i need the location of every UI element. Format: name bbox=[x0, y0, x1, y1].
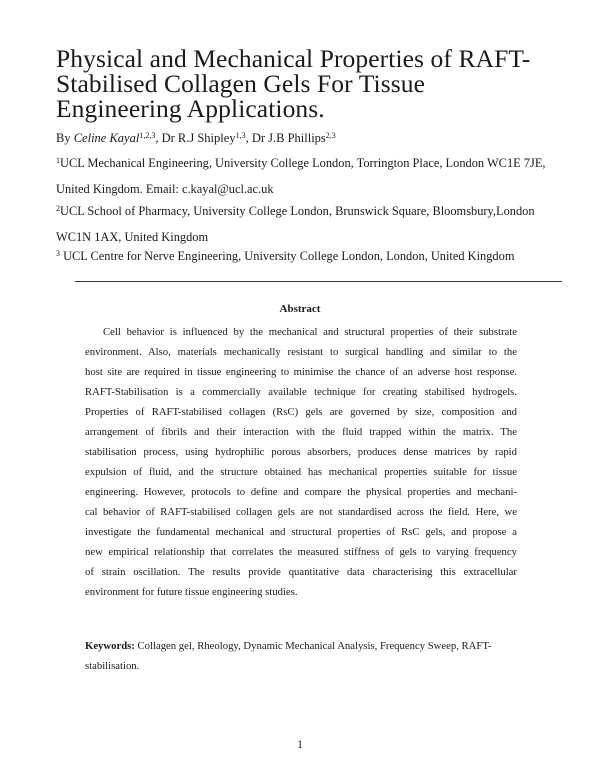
abstract-line: Properties of RAFT-stabilised collagen (RsC) gels are governed by size, composition and bbox=[85, 406, 517, 418]
author-2-sup: 1,3 bbox=[235, 131, 246, 140]
paper-title: Physical and Mechanical Properties of RAFT-Stabilised Collagen Gels For Tissue Engineering Applications. bbox=[56, 44, 531, 123]
abstract-body bbox=[85, 322, 517, 602]
abstract-line: environment. Also, materials mechanically resistant to surgical handling and similar to the bbox=[85, 346, 517, 358]
affiliation-3-line1: UCL Centre for Nerve Engineering, University College London, London, United Kingdom bbox=[60, 249, 515, 263]
affiliation-2-line1: UCL School of Pharmacy, University College London, Brunswick Square, Bloomsbury,London bbox=[60, 204, 535, 218]
abstract-line: Cell behavior is influenced by the mechanical and structural properties of their substrate bbox=[103, 326, 517, 338]
affiliation-1-sup: 1 bbox=[56, 156, 60, 165]
abstract-line: host site are required in tissue engineering to minimise the chance of an adverse host response. bbox=[85, 366, 517, 378]
abstract-line: RAFT-Stabilisation is a commercially available technique for creating stabilised hydrogels. bbox=[85, 386, 517, 398]
abstract-line: expulsion of fluid, and the structure obtained has mechanical properties suitable for tissue bbox=[85, 466, 517, 478]
abstract-line: arrangement of fibrils and their interaction with the fluid trapped within the matrix. The bbox=[85, 426, 517, 438]
author-3-name: , Dr J.B Phillips bbox=[245, 131, 326, 145]
author-line bbox=[56, 131, 556, 146]
author-2-name: , Dr R.J Shipley bbox=[155, 131, 236, 145]
author-1-sup: 1,2,3 bbox=[139, 131, 156, 140]
abstract-line: stabilisation process, using hydrophilic porous absorbers, produces dense matrices by rapid bbox=[85, 446, 517, 458]
author-3-sup: 2,3 bbox=[325, 131, 336, 140]
abstract-line: engineering. However, protocols to define and compare the physical properties and mechani- bbox=[85, 486, 517, 498]
keywords-line2: stabilisation. bbox=[85, 660, 140, 672]
affiliation-3 bbox=[56, 243, 556, 269]
by-label: By bbox=[56, 131, 74, 145]
affiliation-2-line2: WC1N 1AX, United Kingdom bbox=[56, 230, 209, 244]
keywords-line1: Collagen gel, Rheology, Dynamic Mechanical Analysis, Frequency Sweep, RAFT- bbox=[134, 640, 492, 652]
keywords-label: Keywords: bbox=[85, 640, 135, 652]
abstract-line: new empirical relationship that correlates the measured stiffness of gels to varying frequency bbox=[85, 546, 517, 558]
affiliation-1-line2: United Kingdom. Email: c.kayal@ucl.ac.uk bbox=[56, 182, 274, 196]
abstract-heading: Abstract bbox=[279, 303, 321, 315]
abstract-line: investigate the fundamental mechanical and structural properties of RsC gels, and propose a bbox=[85, 526, 517, 538]
affiliation-2-sup: 2 bbox=[56, 204, 60, 213]
keywords bbox=[85, 636, 517, 676]
abstract-line: cal behavior of RAFT-stabilised collagen gels are not standardised across the field. Here, we bbox=[85, 506, 517, 518]
affiliation-1-line1: UCL Mechanical Engineering, University College London, Torrington Place, London WC1E 7JE, bbox=[60, 156, 546, 170]
affiliation-3-sup: 3 bbox=[56, 249, 60, 258]
page-number: 1 bbox=[297, 737, 303, 751]
section-divider bbox=[75, 281, 562, 282]
abstract-line: of strain oscillation. The results provide quantitative data characterising this extracellular bbox=[85, 566, 517, 578]
abstract-line: environment for future tissue engineering studies. bbox=[85, 586, 298, 598]
affiliation-1 bbox=[56, 150, 556, 202]
author-1-name: Celine Kayal bbox=[73, 131, 140, 145]
